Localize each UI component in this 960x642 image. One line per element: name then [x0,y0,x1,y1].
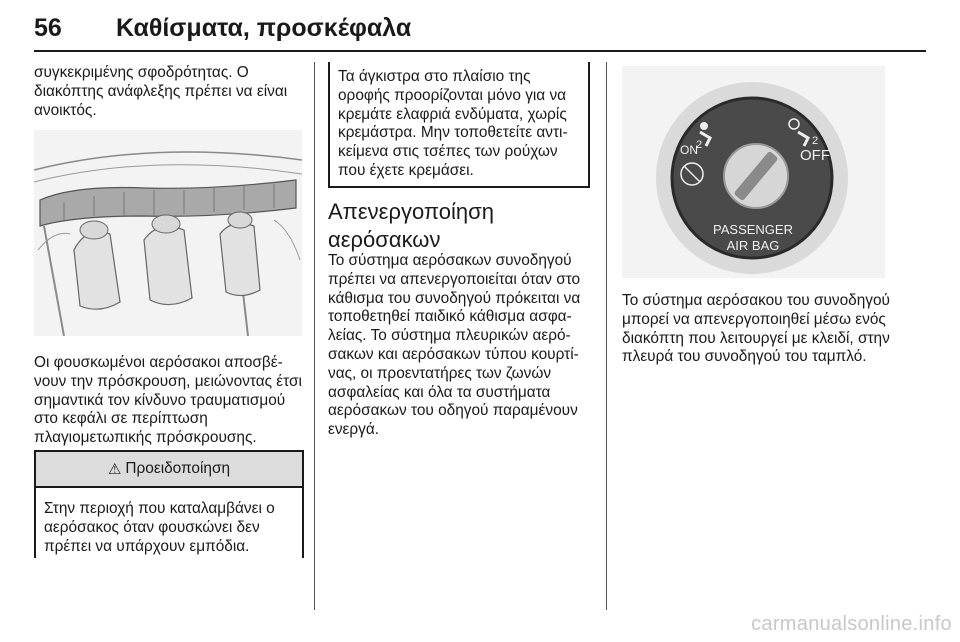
warning-box [34,450,304,558]
page-header [34,12,926,52]
two-left-label: 2 [696,139,703,151]
airbag-label: AIR BAG [726,238,780,253]
warning-text: Στην περιοχή που καταλαμβάνει ο αερόσακος όταν φουσκώνει δεν πρέπει να υπάρχουν εμπόδια. [44,500,275,555]
warning-triangle-icon: ⚠ [107,461,122,478]
column-divider-left [314,62,315,610]
switch-caption-paragraph: Το σύστημα αερόσακου του συνοδηγού μπορεί να απενεργοποιηθεί μέσω ενός διακόπτη που λειτουργεί με κλειδί, στην πλευρά του συνοδηγού του ταμπλό. [622,292,890,366]
off-label: OFF [800,147,830,164]
page-number: 56 [34,14,62,42]
airbag-key-switch-illustration [622,66,885,278]
airbag-deactivation-paragraph: Το σύστημα αερόσακων συνοδηγού πρέπει να απενεργοποιείται όταν στο κάθισμα του συνοδηγού πρόκειται να τοποθετηθεί παιδικό κάθισμα ασφαλείας. Το σύστημα πλευρικών αερόσακων και αερόσακων τύπου κουρτίνας, οι προεντατήρες των ζωνών ασφαλείας και όλα τα συστήματα αερόσακων του οδηγού παραμένουν ενεργά. [328,252,581,439]
on-label: ON [680,143,698,157]
note-box [328,62,590,188]
warning-heading-label: Προειδοποίηση [125,460,231,477]
watermark-logo: carmanualsonline.info [751,613,952,635]
curtain-airbag-paragraph: Οι φουσκωμένοι αερόσακοι αποσβένουν την πρόσκρουση, μειώνοντας έτσι σημαντικά τον κίνδυνο τραυματισμού στο κεφάλι σε περίπτωση πλαγιομετωπικής πρόσκρουσης. [34,354,302,447]
warning-heading [36,450,302,488]
intro-paragraph: συγκεκριμένης σφοδρότητας. Ο διακόπτης ανάφλεξης πρέπει να είναι ανοικτός. [34,64,288,119]
note-text: Τα άγκιστρα στο πλαίσιο της οροφής προορίζονται μόνο για να κρεμάτε ελαφριά ενδύματα, χωρίς κρεμάστρα. Μην τοποθετείτε αντικείμενα στις τσέπες των ρούχων που έχετε κρεμάσει. [338,68,568,179]
column-divider-right [606,62,607,610]
page-title: Καθίσματα, προσκέφαλα [116,14,412,42]
section-heading: Απενεργοποίηση αερόσακων [328,199,494,252]
passenger-label: PASSENGER [713,222,793,237]
two-right-label: 2 [812,135,819,147]
curtain-airbag-illustration [34,130,302,336]
